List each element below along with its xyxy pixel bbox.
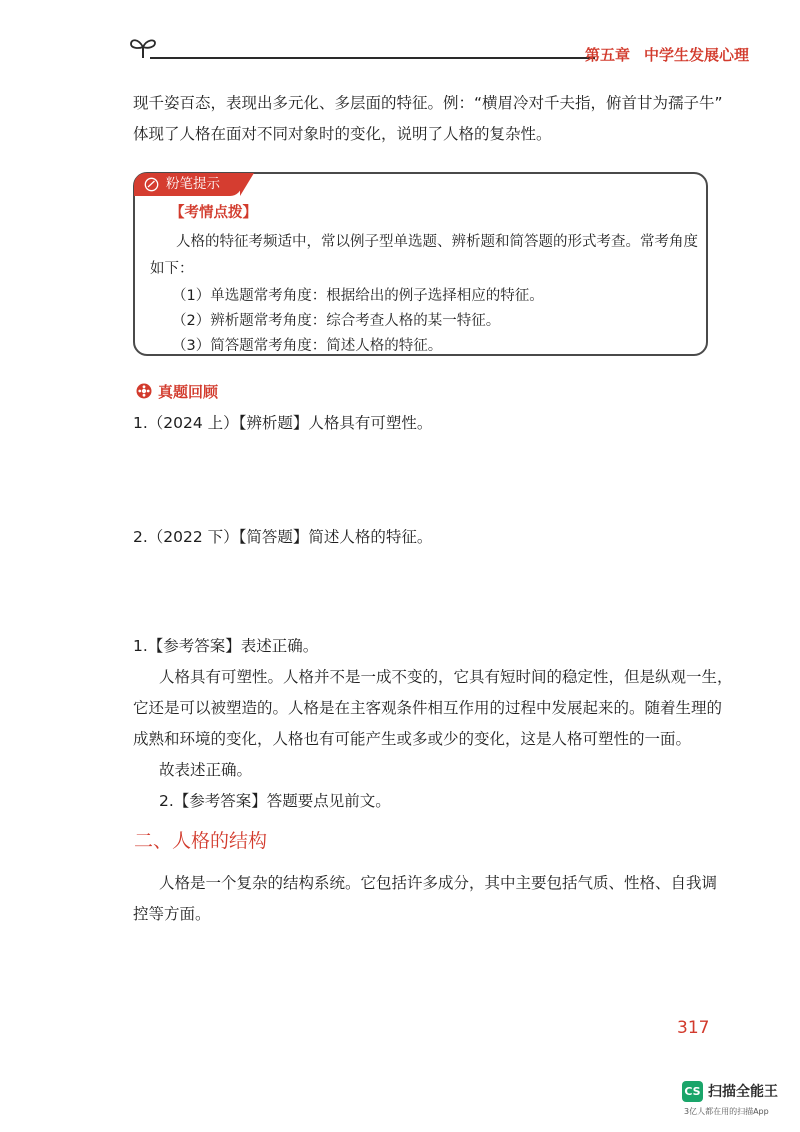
intro-line-1: 现千姿百态，表现出多元化、多层面的特征。例：“横眉冷对千夫指，俯首甘为孺子牛” (133, 94, 723, 112)
tip-item-3: （3）简答题常考角度：简述人格的特征。 (172, 338, 443, 354)
answer-2-head: 2.【参考答案】答题要点见前文。 (159, 792, 391, 810)
leaf-icon (144, 177, 159, 192)
answer-1-line-2: 它还是可以被塑造的。人格是在主客观条件相互作用的过程中发展起来的。随着生理的 (133, 699, 723, 717)
question-2: 2.（2022 下）【简答题】简述人格的特征。 (133, 528, 433, 546)
page-number: 317 (677, 1018, 710, 1038)
tip-tab-label: 粉笔提示 (166, 176, 220, 192)
tip-item-2: （2）辨析题常考角度：综合考查人格的某一特征。 (172, 313, 501, 329)
answer-1-head: 1.【参考答案】表述正确。 (133, 637, 319, 655)
flower-icon (136, 383, 152, 399)
tip-item-1: （1）单选题常考角度：根据给出的例子选择相应的特征。 (172, 288, 544, 304)
section-line-2: 控等方面。 (133, 905, 211, 923)
answer-1-conclusion: 故表述正确。 (159, 761, 253, 779)
section-title: 二、人格的结构 (134, 830, 268, 852)
kaoqing-label: 【考情点拨】 (170, 205, 257, 221)
tip-tab-tail (240, 173, 254, 196)
camscanner-name: 扫描全能王 (708, 1084, 778, 1100)
exam-review-title (136, 381, 218, 402)
camscanner-logo-icon: CS (682, 1081, 703, 1102)
header-title: 中学生发展心理 (644, 46, 750, 64)
tip-tab (134, 173, 242, 196)
intro-line-2: 体现了人格在面对不同对象时的变化，说明了人格的复杂性。 (133, 125, 552, 143)
tip-text-line-2: 如下： (150, 261, 194, 277)
header-rule (150, 57, 595, 59)
answer-1-line-1: 人格具有可塑性。人格并不是一成不变的，它具有短时间的稳定性，但是纵观一生， (159, 668, 733, 686)
tip-text-line-1: 人格的特征考频适中，常以例子型单选题、辨析题和简答题的形式考查。常考角度 (176, 234, 698, 250)
answer-1-line-3: 成熟和环境的变化，人格也有可能产生或多或少的变化，这是人格可塑性的一面。 (133, 730, 692, 748)
question-1: 1.（2024 上）【辨析题】人格具有可塑性。 (133, 414, 433, 432)
section-line-1: 人格是一个复杂的结构系统。它包括许多成分，其中主要包括气质、性格、自我调 (159, 874, 718, 892)
exam-review-label: 真题回顾 (158, 383, 219, 401)
running-header (585, 44, 749, 65)
header-chapter: 第五章 (585, 46, 631, 64)
camscanner-tagline: 3亿人都在用的扫描App (684, 1107, 769, 1116)
